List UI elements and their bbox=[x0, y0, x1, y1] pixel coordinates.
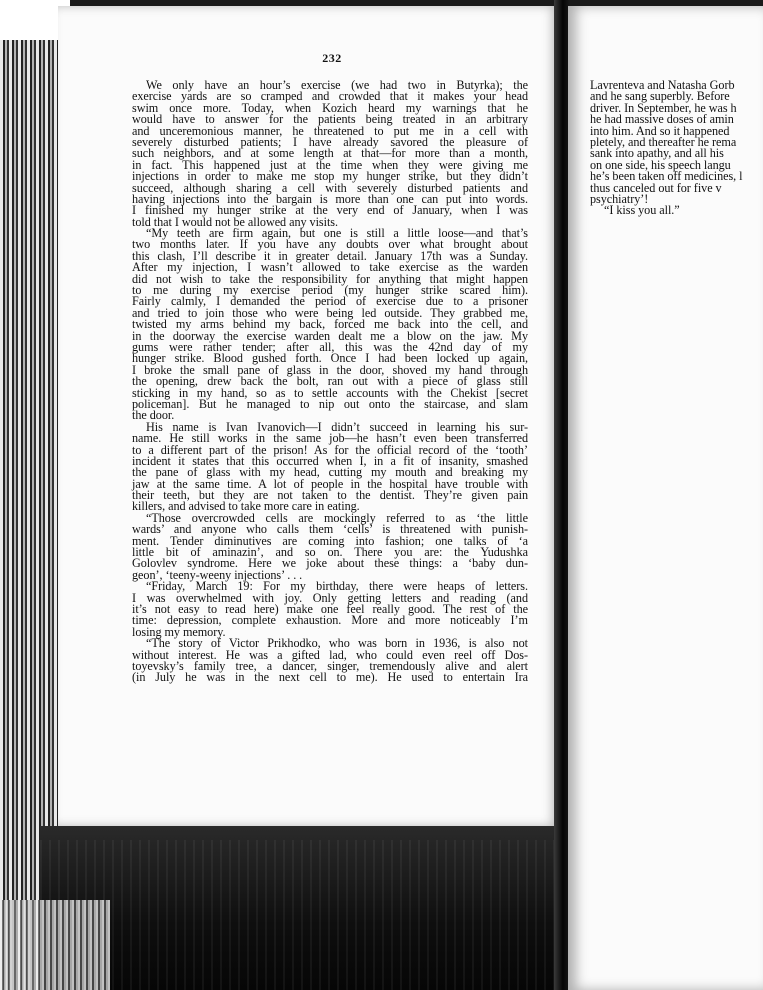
text-line: little bit of aminazin’, and so on. There you are: the Yudushka bbox=[132, 545, 528, 560]
text-line: driver. In September, he was h bbox=[590, 100, 737, 115]
text-line: exercise yards are so cramped and crowded that it makes your head bbox=[132, 89, 528, 104]
text-line: two months later. If you have any doubts over what brought about bbox=[132, 237, 528, 252]
text-line: and unceremonious manner, he threatened to put me in a cell with bbox=[132, 123, 528, 138]
text-line: told that I would not be allowed any visits. bbox=[132, 214, 338, 229]
text-line: policeman]. But he managed to nip out onto the staircase, and slam bbox=[132, 396, 528, 411]
text-line: he’s been taken off medicines, l bbox=[590, 169, 743, 184]
text-line: name. He still works in the same job—he hasn’t even been transferred bbox=[132, 431, 528, 446]
book-edge-bottom bbox=[0, 900, 110, 990]
text-line: severely disturbed patients; I have already savored the pleasure of bbox=[132, 134, 528, 149]
text-line: psychiatry’! bbox=[590, 191, 649, 206]
text-line: (in July he was in the next cell to me). He used to entertain Ira bbox=[132, 670, 528, 685]
text-line: to a different part of the prison! As for the official record of the ‘tooth’ bbox=[132, 442, 528, 457]
text-line: swim once more. Today, when Kozich heard my warnings that he bbox=[132, 100, 528, 115]
text-line: pletely, and thereafter he rema bbox=[590, 134, 737, 149]
text-line: to me during my exercise period (my hunger strike scared him). bbox=[132, 283, 528, 298]
text-line: We only have an hour’s exercise (we had two in Butyrka); the bbox=[146, 78, 528, 92]
text-line: “The story of Victor Prikhodko, who was born in 1936, is also not bbox=[146, 636, 528, 651]
text-line: incident it states that this occurred when I, in a fit of insanity, smashed bbox=[132, 453, 528, 468]
text-line: “Those overcrowded cells are mockingly referred to as ‘the little bbox=[146, 510, 528, 525]
text-line: the opening, drew back the bolt, ran out with a piece of glass still bbox=[132, 374, 528, 389]
text-line: sank into apathy, and all his bbox=[590, 146, 724, 161]
right-page-body bbox=[590, 80, 763, 217]
text-line: ment. Tender diminutives are coming into fashion; one talks of ‘a bbox=[132, 533, 528, 548]
left-page-body bbox=[132, 80, 528, 684]
text-line: After my injection, I wasn’t allowed to take exercise as the warden bbox=[132, 260, 528, 275]
text-line: jaw at the same time. A lot of people in the hospital have trouble with bbox=[132, 476, 528, 491]
text-line: their teeth, but they are not taken to the dentist. They’re given pain bbox=[132, 488, 528, 503]
text-line: succeed, although sharing a cell with severely disturbed patients and bbox=[132, 180, 528, 195]
text-line: without interest. He was a gifted lad, who could even reel off Dos- bbox=[132, 647, 528, 662]
text-line: I broke the small pane of glass in the door, shoved my hand through bbox=[132, 362, 528, 377]
text-line: toyevsky’s family tree, a dancer, singer, tremendously alive and alert bbox=[132, 658, 528, 673]
text-line: Golovlev syndrome. Here we joke about these things: a ‘baby dun- bbox=[132, 556, 528, 571]
text-line: I was overwhelmed with joy. Only getting letters and reading (and bbox=[132, 590, 528, 605]
text-line: “Friday, March 19: For my birthday, there were heaps of letters. bbox=[146, 579, 528, 594]
text-line: in fact. This happened just at the time when they were giving me bbox=[132, 157, 528, 172]
text-line: sticking in my hand, so as to settle accounts with the Chekist [secret bbox=[132, 385, 528, 400]
text-line: in the doorway the exercise warden dealt me a blow on the jaw. My bbox=[132, 328, 528, 343]
text-line: he had massive doses of amin bbox=[590, 112, 734, 127]
text-line: the pane of glass with my head, cutting my mouth and breaking my bbox=[132, 465, 528, 480]
text-line: I finished my hunger strike at the very end of January, when I was bbox=[132, 203, 528, 218]
text-line: “My teeth are firm again, but one is still a little loose—and that’s bbox=[146, 226, 528, 241]
text-line: geon’, ‘teeny-weeny injections’ . . . bbox=[132, 567, 303, 582]
text-line: Fairly calmly, I demanded the period of exercise due to a prisoner bbox=[132, 294, 528, 309]
text-line: wards’ and anyone who calls them ‘cells’ is threatened with punish- bbox=[132, 522, 528, 537]
text-line: would have to answer for the patients being treated in an arbitrary bbox=[132, 112, 528, 127]
text-line: and he sang superbly. Before bbox=[590, 89, 730, 104]
text-line: on one side, his speech langu bbox=[590, 157, 731, 172]
text-line: Lavrenteva and Natasha Gorb bbox=[590, 78, 735, 92]
text-line: gums were rather tender; after all, this was the 42nd day of my bbox=[132, 339, 528, 354]
text-line: time: depression, complete exhaustion. More and more noticeably I’m bbox=[132, 613, 528, 628]
page-number: 232 bbox=[322, 51, 342, 65]
text-line: this clash, I’ll describe it in greater detail. January 17th was a Sunday. bbox=[132, 248, 528, 263]
text-line: “I kiss you all.” bbox=[604, 203, 680, 218]
text-line: did not wish to take the responsibility for anything that might happen bbox=[132, 271, 528, 286]
text-line: thus canceled out for five v bbox=[590, 180, 722, 195]
text-line: it’s not easy to read here) make one feel really good. The rest of the bbox=[132, 601, 528, 616]
text-line: His name is Ivan Ivanovich—I didn’t succeed in learning his sur- bbox=[146, 419, 528, 434]
text-line: hunger strike. Blood gushed forth. Once I had been locked up again, bbox=[132, 351, 528, 366]
scan-streaks bbox=[40, 840, 560, 990]
text-line: twisted my arms behind my back, forced me back into the cell, and bbox=[132, 317, 528, 332]
text-line: having injections into the bargain is more than one can put into words. bbox=[132, 191, 528, 206]
text-line: killers, and advised to take more care in eating. bbox=[132, 499, 360, 514]
text-line: into him. And so it happened bbox=[590, 123, 730, 138]
text-line: injections in order to make me stop my hunger strike, but they didn’t bbox=[132, 169, 528, 184]
text-line: such neighbors, and at some length at that—for more than a month, bbox=[132, 146, 528, 161]
text-line: and tried to join those who were being led outside. They grabbed me, bbox=[132, 305, 528, 320]
text-line: losing my memory. bbox=[132, 624, 226, 639]
text-line: the door. bbox=[132, 408, 175, 423]
